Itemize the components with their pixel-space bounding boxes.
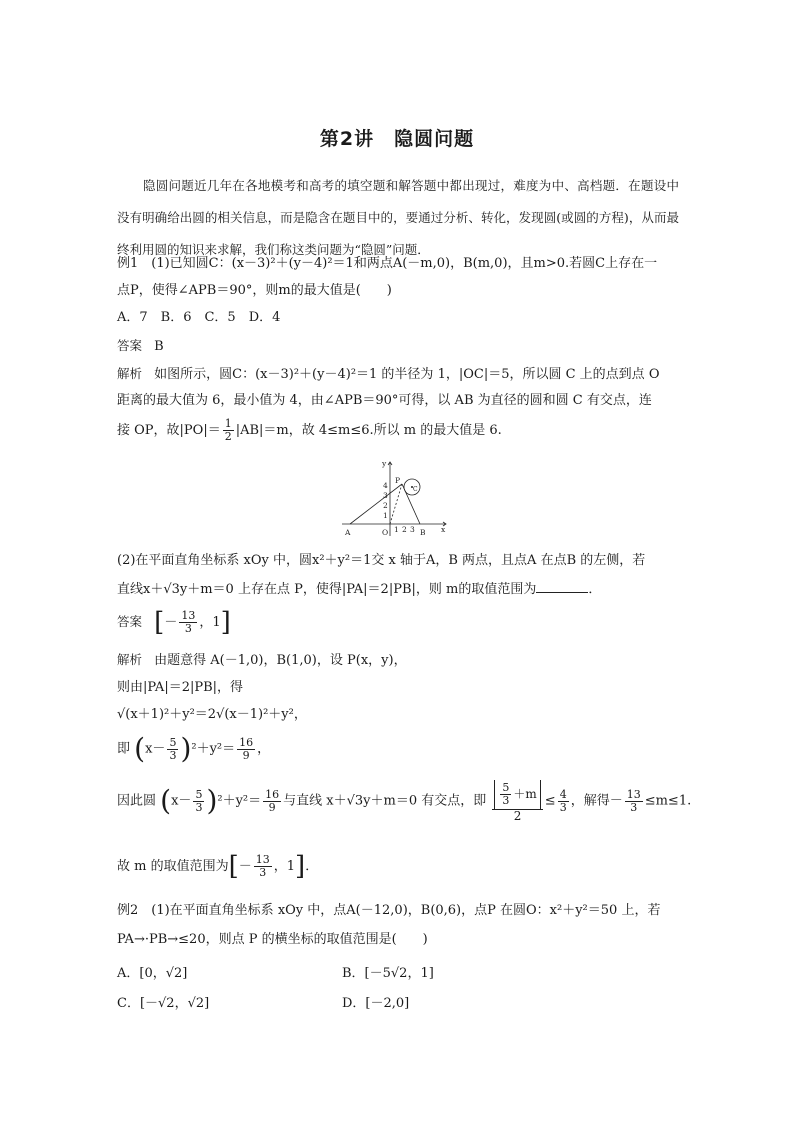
fraction — [263, 789, 281, 814]
denominator: 3 — [259, 866, 267, 879]
example1-2-question-line2 — [117, 580, 601, 598]
paren-right-icon: ) — [180, 732, 192, 765]
fraction — [500, 782, 511, 807]
question-text: ． — [588, 582, 602, 597]
answer-blank — [536, 580, 588, 593]
page-title: 第2讲 隐圆问题 — [319, 128, 475, 150]
paren-left-icon: ( — [134, 732, 146, 765]
analysis-label: 解析 — [117, 366, 143, 381]
numerator: 13 — [181, 609, 196, 622]
x-tick-3: 3 — [410, 525, 415, 534]
paren-right-icon: ) — [206, 784, 218, 817]
intro-paragraph: 隐圆问题近几年在各地模考和高考的填空题和解答题中都出现过，难度为中、高档题．在题设中没有明确给出圆的相关信息，而是隐含在题目中的，要通过分析、转化，发现圆(或圆的方程)，从而最终利用圆的知识来求解，我们称这类问题为“隐圆”问题． — [117, 178, 679, 257]
answer-label: 答案 — [117, 614, 143, 629]
example1-analysis-line1 — [117, 366, 659, 383]
analysis-text: 故 m 的取值范围为 — [117, 859, 229, 874]
answer-text: ，1 — [273, 859, 296, 874]
y-tick-2: 2 — [383, 501, 388, 510]
segment-op-dashed — [390, 484, 402, 524]
example1-2-analysis-line5 — [117, 780, 691, 822]
numerator: 5 — [502, 781, 510, 794]
minus-sign: － — [164, 615, 178, 630]
example1-question-line2: 点P，使得∠APB＝90°，则m的最大值是( ) — [117, 283, 392, 298]
example1-analysis-line3 — [117, 418, 502, 444]
analysis-label: 解析 — [117, 652, 143, 667]
analysis-text: ＋m — [513, 787, 537, 801]
example2-option-b: B．[－5√2，1] — [342, 966, 434, 981]
denominator: 9 — [268, 800, 276, 814]
absolute-value — [494, 780, 540, 809]
analysis-text: 由题意得 A(－1,0)，B(1,0)，设 P(x，y)， — [154, 653, 407, 668]
example1-2-analysis-line3: √(x＋1)²＋y²＝2√(x－1)²＋y²， — [117, 707, 307, 722]
distance-numerator — [492, 780, 542, 810]
example1-2-analysis-line4 — [117, 734, 270, 765]
y-axis-label: y — [382, 459, 387, 468]
analysis-text: 接 OP，故|PO|＝ — [117, 423, 221, 438]
example1-2-analysis-line2: 则由|PA|＝2|PB|，得 — [117, 680, 244, 695]
bracket-left-icon: [ — [154, 607, 165, 638]
y-tick-3: 3 — [383, 491, 388, 500]
x-axis-label: x — [441, 525, 446, 534]
numerator: 1 — [224, 417, 232, 430]
analysis-text: x－ — [145, 741, 166, 757]
example1-2-analysis-line1 — [117, 652, 407, 669]
example1-question-line1: 例1 (1)已知圆C：(x－3)²＋(y－4)²＝1和两点A(－m,0)，B(m,0)，且m>0.若圆C上存在一 — [117, 256, 658, 271]
example1-analysis-line2: 距离的最大值为 6，最小值为 4，由∠APB＝90°可得，以 AB 为直径的圆和圆 C 有交点，连 — [117, 393, 652, 408]
denominator: 2 — [224, 430, 232, 443]
numerator: 13 — [255, 853, 270, 866]
denominator: 9 — [242, 748, 250, 762]
bracket-right-icon: ] — [220, 607, 231, 638]
point-b-label: B — [420, 528, 426, 537]
example2-question-line2: PA→·PB→≤20，则点 P 的横坐标的取值范围是( ) — [117, 932, 428, 947]
denominator: 3 — [502, 794, 510, 807]
bracket-right-icon: ] — [295, 851, 306, 882]
numerator: 4 — [559, 787, 567, 801]
analysis-text: 即 — [117, 741, 131, 757]
analysis-text: ≤ — [544, 793, 556, 809]
analysis-text: ≤m≤1. — [644, 793, 692, 809]
denominator: 3 — [169, 748, 177, 762]
numerator: 13 — [626, 787, 641, 801]
answer-value: B — [154, 339, 164, 354]
y-tick-4: 4 — [383, 481, 388, 490]
fraction — [193, 789, 204, 814]
fraction — [237, 737, 255, 762]
analysis-text: ． — [305, 859, 319, 874]
point-p-label: P — [395, 476, 401, 485]
bracket-left-icon: [ — [228, 851, 239, 882]
answer-label: 答案 — [117, 338, 143, 353]
example2-option-a: A．[0，√2] — [117, 966, 188, 981]
fraction — [179, 610, 197, 635]
analysis-text: 如图所示，圆C：(x－3)²＋(y－4)²＝1 的半径为 1，|OC|＝5，所以圆 C 上的点到点 O — [154, 367, 660, 382]
point-a-label: A — [345, 528, 351, 537]
question-text: 直线x＋√3y＋m＝0 上存在点 P，使得|PA|＝2|PB|，则 m的取值范围为 — [117, 582, 537, 597]
denominator: 3 — [195, 800, 203, 814]
origin-label: O — [382, 528, 389, 537]
denominator: 3 — [184, 622, 192, 635]
analysis-text: ， — [257, 741, 271, 757]
analysis-text: 因此圆 — [117, 793, 157, 809]
fraction — [625, 789, 643, 814]
paren-left-icon: ( — [160, 784, 172, 817]
example2-option-d: D．[－2,0] — [342, 996, 410, 1011]
example2-option-c: C．[－√2，√2] — [117, 996, 210, 1011]
fraction — [558, 789, 569, 814]
analysis-text: 与直线 x＋√3y＋m＝0 有交点，即 — [283, 793, 487, 809]
numerator: 5 — [195, 787, 203, 801]
distance-fraction — [492, 780, 542, 822]
analysis-text: ²＋y²＝ — [191, 741, 236, 757]
numerator: 5 — [169, 735, 177, 749]
fraction — [167, 737, 178, 762]
fraction — [254, 854, 272, 879]
numerator: 16 — [265, 787, 280, 801]
analysis-text: ，解得－ — [570, 793, 623, 809]
example1-answer — [117, 338, 164, 355]
analysis-text: x－ — [171, 793, 192, 809]
denominator: 2 — [513, 809, 522, 823]
analysis-text: ²＋y²＝ — [217, 793, 262, 809]
example1-2-question-line1: (2)在平面直角坐标系 xOy 中，圆x²＋y²＝1交 x 轴于A，B 两点，且点A 在点B 的左侧，若 — [117, 553, 646, 568]
example1-2-answer — [117, 608, 231, 637]
x-tick-2: 2 — [402, 525, 407, 534]
denominator: 3 — [559, 800, 567, 814]
answer-text: ，1 — [199, 615, 221, 630]
segment-ap — [350, 484, 402, 524]
example1-options: A．7 B．6 C．5 D．4 — [117, 310, 281, 325]
point-c-label: C — [413, 486, 418, 493]
numerator: 16 — [239, 735, 254, 749]
example2-question-line1: 例2 (1)在平面直角坐标系 xOy 中，点A(－12,0)，B(0,6)，点P 在圆O：x²＋y²＝50 上，若 — [117, 903, 661, 918]
denominator: 3 — [630, 800, 638, 814]
y-tick-1: 1 — [383, 511, 388, 520]
fraction — [223, 418, 234, 443]
example1-figure — [340, 458, 450, 540]
analysis-text: |AB|＝m，故 4≤m≤6.所以 m 的最大值是 6. — [235, 423, 502, 438]
x-tick-1: 1 — [394, 525, 399, 534]
example1-2-conclusion — [117, 852, 318, 882]
minus-sign: － — [238, 859, 252, 874]
